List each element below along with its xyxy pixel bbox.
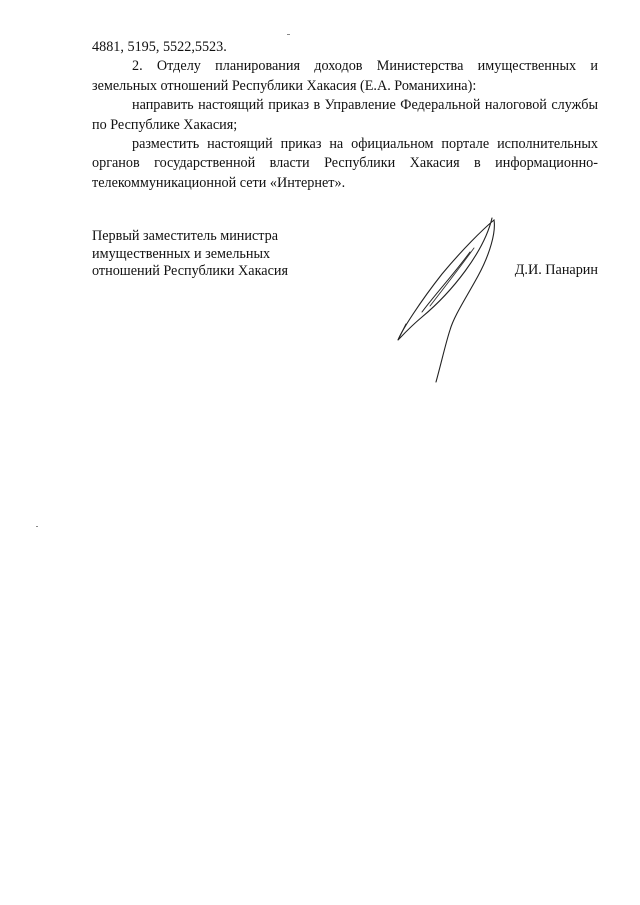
item-2-action-send: направить настоящий приказ в Управление Федеральной налоговой службы по Республике Хакасия;	[92, 97, 598, 133]
scan-speck	[36, 526, 38, 527]
signatory-position	[92, 228, 332, 281]
document-body	[92, 38, 598, 193]
position-line-2: имущественных и земельных	[92, 245, 271, 262]
signatory-name: Д.И. Панарин	[514, 262, 598, 278]
position-line-1: Первый заместитель министра	[92, 228, 279, 244]
scan-speck	[287, 34, 290, 35]
item-2-heading: 2. Отделу планирования доходов Министерства имущественных и земельных отношений Республики Хакасия (Е.А. Романихина):	[92, 58, 598, 94]
handwritten-signature	[392, 212, 502, 387]
position-line-3: отношений Республики Хакасия	[92, 263, 288, 279]
list-continuation: 4881, 5195, 5522,5523.	[92, 39, 227, 55]
item-2-action-publish: разместить настоящий приказ на официальном портале исполнительных органов государственной власти Республики Хакасия в информационно-телекоммуникационной сети «Интернет».	[92, 136, 598, 191]
